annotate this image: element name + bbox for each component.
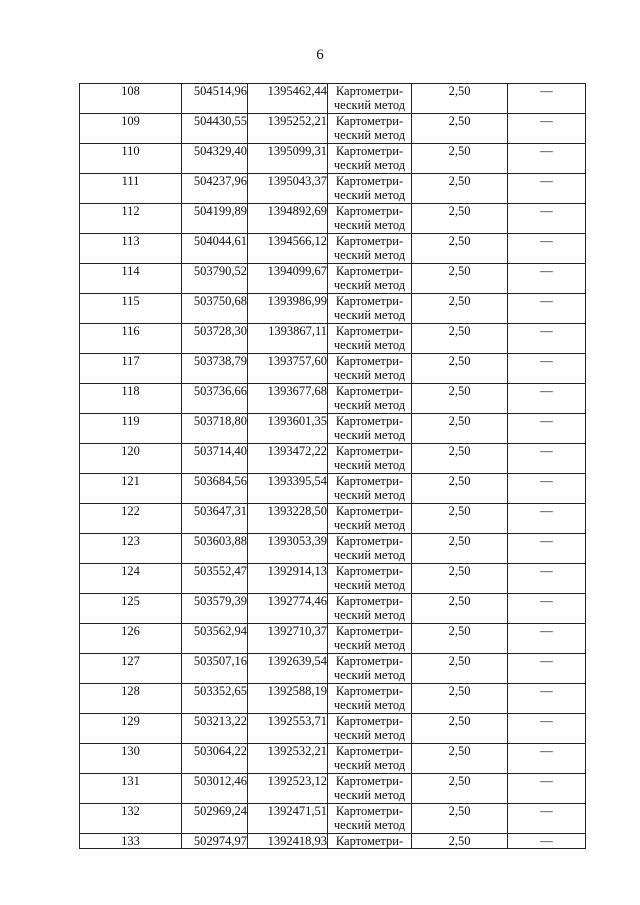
x-coordinate-cell: 502969,24 [182,804,248,834]
method-line: Картометри- [335,594,404,608]
point-number-cell: 131 [80,774,182,804]
accuracy-cell: 2,50 [412,774,508,804]
x-coordinate-cell: 503579,39 [182,594,248,624]
table-row [80,834,586,849]
y-coordinate-cell: 1392588,19 [248,684,328,714]
method-cell [328,444,412,474]
method-cell [328,624,412,654]
method-cell [328,684,412,714]
table-row [80,534,586,564]
y-coordinate-cell: 1393757,60 [248,354,328,384]
point-number-cell: 118 [80,384,182,414]
coordinates-table-body [80,84,586,849]
method-line: ческий метод [333,188,406,202]
accuracy-cell: 2,50 [412,354,508,384]
method-cell [328,294,412,324]
y-coordinate-cell: 1394566,12 [248,234,328,264]
point-number-cell: 112 [80,204,182,234]
x-coordinate-cell: 503684,56 [182,474,248,504]
method-cell [328,84,412,114]
table-row [80,114,586,144]
accuracy-cell: 2,50 [412,834,508,849]
method-line: Картометри- [335,354,404,368]
point-number-cell: 130 [80,744,182,774]
method-line: ческий метод [333,98,406,112]
method-cell [328,804,412,834]
point-number-cell: 114 [80,264,182,294]
x-coordinate-cell: 504199,89 [182,204,248,234]
y-coordinate-cell: 1392532,21 [248,744,328,774]
method-line: Картометри- [335,144,404,158]
method-cell [328,564,412,594]
table-row [80,804,586,834]
point-number-cell: 120 [80,444,182,474]
table-row [80,444,586,474]
dash-cell: — [508,204,586,234]
method-cell [328,234,412,264]
method-line: ческий метод [333,308,406,322]
x-coordinate-cell: 503213,22 [182,714,248,744]
accuracy-cell: 2,50 [412,174,508,204]
y-coordinate-cell: 1392523,12 [248,774,328,804]
method-line: Картометри- [335,294,404,308]
table-row [80,384,586,414]
method-cell [328,774,412,804]
method-line: Картометри- [335,834,404,848]
method-line: Картометри- [335,444,404,458]
point-number-cell: 108 [80,84,182,114]
dash-cell: — [508,414,586,444]
method-line: Картометри- [335,234,404,248]
method-line: Картометри- [335,84,404,98]
accuracy-cell: 2,50 [412,444,508,474]
point-number-cell: 123 [80,534,182,564]
method-cell [328,504,412,534]
dash-cell: — [508,444,586,474]
point-number-cell: 132 [80,804,182,834]
y-coordinate-cell: 1392553,71 [248,714,328,744]
point-number-cell: 121 [80,474,182,504]
accuracy-cell: 2,50 [412,264,508,294]
x-coordinate-cell: 504044,61 [182,234,248,264]
table-row [80,234,586,264]
table-row [80,84,586,114]
method-line: ческий метод [333,578,406,592]
table-row [80,324,586,354]
x-coordinate-cell: 504514,96 [182,84,248,114]
accuracy-cell: 2,50 [412,744,508,774]
method-cell [328,264,412,294]
dash-cell: — [508,234,586,264]
y-coordinate-cell: 1393395,54 [248,474,328,504]
point-number-cell: 122 [80,504,182,534]
accuracy-cell: 2,50 [412,564,508,594]
y-coordinate-cell: 1394892,69 [248,204,328,234]
x-coordinate-cell: 503012,46 [182,774,248,804]
method-cell [328,144,412,174]
point-number-cell: 113 [80,234,182,264]
coordinates-table [79,83,586,849]
x-coordinate-cell: 503790,52 [182,264,248,294]
dash-cell: — [508,684,586,714]
method-cell [328,324,412,354]
table-row [80,564,586,594]
x-coordinate-cell: 503603,88 [182,534,248,564]
accuracy-cell: 2,50 [412,594,508,624]
method-line: ческий метод [333,458,406,472]
x-coordinate-cell: 504237,96 [182,174,248,204]
point-number-cell: 126 [80,624,182,654]
table-row [80,144,586,174]
dash-cell: — [508,354,586,384]
method-line: ческий метод [333,428,406,442]
table-row [80,504,586,534]
method-line: ческий метод [333,398,406,412]
x-coordinate-cell: 503750,68 [182,294,248,324]
accuracy-cell: 2,50 [412,414,508,444]
table-row [80,624,586,654]
method-line: Картометри- [335,624,404,638]
dash-cell: — [508,774,586,804]
dash-cell: — [508,714,586,744]
x-coordinate-cell: 503714,40 [182,444,248,474]
table-row [80,354,586,384]
method-line: Картометри- [335,804,404,818]
dash-cell: — [508,834,586,849]
y-coordinate-cell: 1395462,44 [248,84,328,114]
dash-cell: — [508,594,586,624]
method-line: ческий метод [333,788,406,802]
method-line: ческий метод [333,488,406,502]
x-coordinate-cell: 503352,65 [182,684,248,714]
accuracy-cell: 2,50 [412,204,508,234]
point-number-cell: 129 [80,714,182,744]
point-number-cell: 125 [80,594,182,624]
method-cell [328,654,412,684]
method-line: ческий метод [333,638,406,652]
y-coordinate-cell: 1393867,11 [248,324,328,354]
method-line: ческий метод [333,758,406,772]
accuracy-cell: 2,50 [412,114,508,144]
method-cell [328,594,412,624]
table-row [80,414,586,444]
y-coordinate-cell: 1392418,93 [248,834,328,849]
table-row [80,204,586,234]
accuracy-cell: 2,50 [412,804,508,834]
accuracy-cell: 2,50 [412,234,508,264]
x-coordinate-cell: 503552,47 [182,564,248,594]
y-coordinate-cell: 1393053,39 [248,534,328,564]
dash-cell: — [508,264,586,294]
dash-cell: — [508,114,586,144]
method-line: ческий метод [333,278,406,292]
method-line: ческий метод [333,128,406,142]
method-cell [328,414,412,444]
method-line: Картометри- [335,654,404,668]
x-coordinate-cell: 504329,40 [182,144,248,174]
table-row [80,744,586,774]
dash-cell: — [508,144,586,174]
x-coordinate-cell: 503718,80 [182,414,248,444]
method-cell [328,744,412,774]
dash-cell: — [508,534,586,564]
method-line: Картометри- [335,114,404,128]
table-row [80,774,586,804]
table-row [80,714,586,744]
dash-cell: — [508,294,586,324]
method-cell [328,354,412,384]
table-row [80,174,586,204]
accuracy-cell: 2,50 [412,654,508,684]
x-coordinate-cell: 503562,94 [182,624,248,654]
x-coordinate-cell: 504430,55 [182,114,248,144]
method-line: ческий метод [333,158,406,172]
method-cell [328,114,412,144]
point-number-cell: 116 [80,324,182,354]
x-coordinate-cell: 503728,30 [182,324,248,354]
method-line: ческий метод [333,548,406,562]
accuracy-cell: 2,50 [412,624,508,654]
method-line: Картометри- [335,684,404,698]
accuracy-cell: 2,50 [412,714,508,744]
accuracy-cell: 2,50 [412,324,508,354]
table-row [80,654,586,684]
accuracy-cell: 2,50 [412,504,508,534]
accuracy-cell: 2,50 [412,84,508,114]
point-number-cell: 109 [80,114,182,144]
dash-cell: — [508,474,586,504]
point-number-cell: 127 [80,654,182,684]
y-coordinate-cell: 1393601,35 [248,414,328,444]
y-coordinate-cell: 1395099,31 [248,144,328,174]
method-line: Картометри- [335,774,404,788]
x-coordinate-cell: 503738,79 [182,354,248,384]
y-coordinate-cell: 1395043,37 [248,174,328,204]
point-number-cell: 110 [80,144,182,174]
dash-cell: — [508,744,586,774]
dash-cell: — [508,84,586,114]
method-cell [328,174,412,204]
table-row [80,264,586,294]
dash-cell: — [508,624,586,654]
page-number: 6 [316,47,324,63]
y-coordinate-cell: 1392774,46 [248,594,328,624]
table-row [80,594,586,624]
accuracy-cell: 2,50 [412,294,508,324]
point-number-cell: 133 [80,834,182,849]
table-row [80,684,586,714]
method-line: ческий метод [333,248,406,262]
method-line: ческий метод [333,698,406,712]
method-cell [328,834,412,849]
method-line: ческий метод [333,368,406,382]
x-coordinate-cell: 503647,31 [182,504,248,534]
point-number-cell: 124 [80,564,182,594]
method-line: Картометри- [335,414,404,428]
accuracy-cell: 2,50 [412,144,508,174]
method-line: ческий метод [333,518,406,532]
dash-cell: — [508,324,586,354]
point-number-cell: 128 [80,684,182,714]
point-number-cell: 115 [80,294,182,324]
method-line: ческий метод [333,338,406,352]
method-cell [328,384,412,414]
method-cell [328,474,412,504]
accuracy-cell: 2,50 [412,534,508,564]
method-line: Картометри- [335,204,404,218]
y-coordinate-cell: 1392639,54 [248,654,328,684]
dash-cell: — [508,504,586,534]
method-line: Картометри- [335,744,404,758]
method-line: Картометри- [335,534,404,548]
table-row [80,474,586,504]
method-line: ческий метод [333,818,406,832]
method-cell [328,204,412,234]
y-coordinate-cell: 1392471,51 [248,804,328,834]
y-coordinate-cell: 1393472,22 [248,444,328,474]
y-coordinate-cell: 1392710,37 [248,624,328,654]
method-line: ческий метод [333,218,406,232]
accuracy-cell: 2,50 [412,474,508,504]
method-line: Картометри- [335,474,404,488]
y-coordinate-cell: 1395252,21 [248,114,328,144]
y-coordinate-cell: 1393228,50 [248,504,328,534]
x-coordinate-cell: 503064,22 [182,744,248,774]
y-coordinate-cell: 1393986,99 [248,294,328,324]
x-coordinate-cell: 503736,66 [182,384,248,414]
dash-cell: — [508,654,586,684]
point-number-cell: 117 [80,354,182,384]
point-number-cell: 119 [80,414,182,444]
method-line: Картометри- [335,564,404,578]
method-line: ческий метод [333,608,406,622]
y-coordinate-cell: 1392914,13 [248,564,328,594]
accuracy-cell: 2,50 [412,684,508,714]
x-coordinate-cell: 503507,16 [182,654,248,684]
method-cell [328,534,412,564]
method-line: Картометри- [335,264,404,278]
y-coordinate-cell: 1394099,67 [248,264,328,294]
method-line: Картометри- [335,714,404,728]
method-line: Картометри- [335,504,404,518]
method-line: Картометри- [335,174,404,188]
dash-cell: — [508,384,586,414]
y-coordinate-cell: 1393677,68 [248,384,328,414]
dash-cell: — [508,804,586,834]
table-row [80,294,586,324]
method-line: Картометри- [335,384,404,398]
point-number-cell: 111 [80,174,182,204]
method-line: ческий метод [333,668,406,682]
method-line: ческий метод [333,728,406,742]
method-cell [328,714,412,744]
accuracy-cell: 2,50 [412,384,508,414]
x-coordinate-cell: 502974,97 [182,834,248,849]
dash-cell: — [508,564,586,594]
dash-cell: — [508,174,586,204]
method-line: Картометри- [335,324,404,338]
